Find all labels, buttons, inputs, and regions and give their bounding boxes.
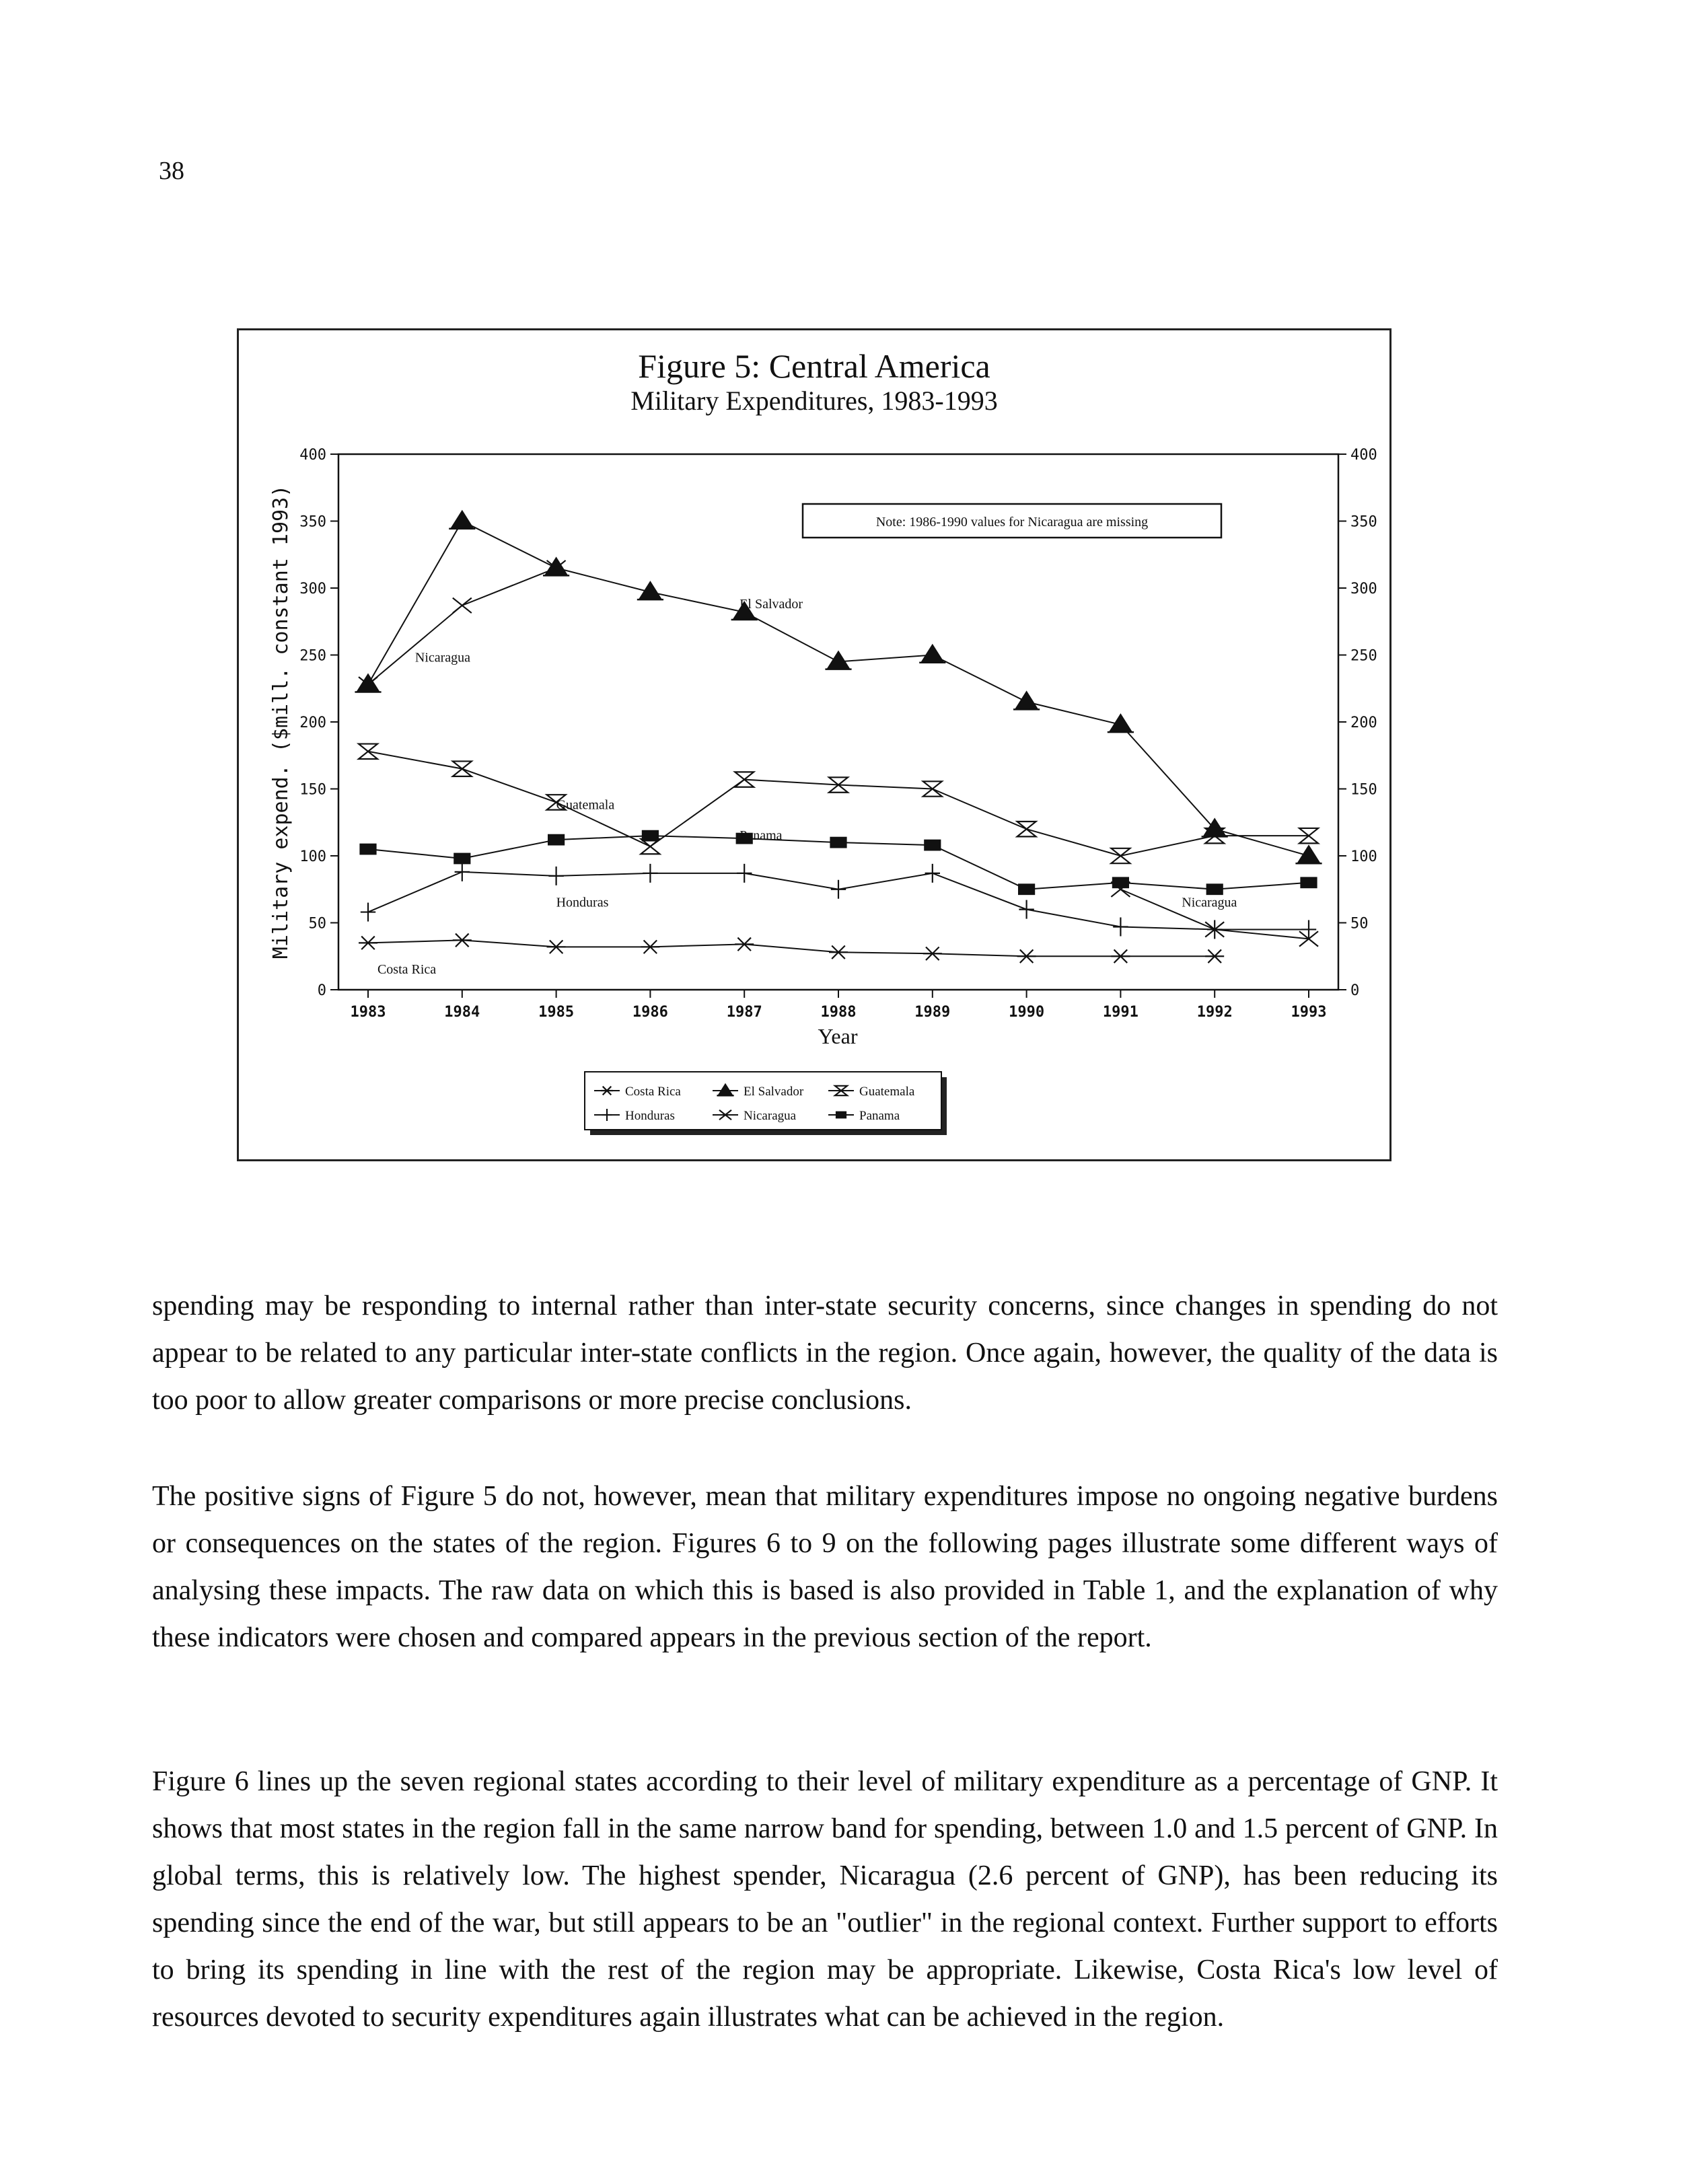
y-axis-label: Military expend. ($mill. constant 1993) [269, 484, 293, 959]
data-point-costa-rica [923, 947, 942, 960]
data-point-el-salvador [449, 511, 475, 529]
data-point-guatemala [453, 761, 472, 776]
y-tick-label-left: 250 [299, 647, 326, 665]
legend-label-honduras: Honduras [625, 1109, 675, 1123]
y-tick-label-left: 200 [299, 715, 326, 731]
y-tick-label-left: 300 [299, 581, 326, 597]
data-point-panama [454, 853, 470, 865]
data-point-costa-rica [359, 937, 377, 950]
x-tick-label: 1985 [538, 1004, 575, 1021]
figure-5-frame [237, 328, 1391, 1161]
y-tick-label-right: 350 [1350, 513, 1377, 531]
data-point-honduras [643, 864, 657, 883]
data-point-panama [1300, 877, 1317, 888]
x-tick-label: 1984 [444, 1004, 480, 1021]
y-tick-label-left: 350 [299, 513, 326, 531]
x-axis-label: Year [818, 1024, 858, 1048]
chart-note: Note: 1986-1990 values for Nicaragua are missing [875, 515, 1149, 530]
data-point-costa-rica [829, 945, 848, 959]
y-tick-label-right: 200 [1350, 715, 1377, 731]
x-tick-label: 1983 [350, 1004, 386, 1021]
x-tick-label: 1989 [914, 1004, 951, 1021]
x-tick-label: 1987 [726, 1004, 762, 1021]
y-tick-label-right: 100 [1350, 848, 1377, 865]
data-point-costa-rica [453, 934, 472, 947]
data-point-costa-rica [1205, 949, 1224, 963]
data-point-el-salvador [825, 651, 851, 669]
x-tick-label: 1991 [1102, 1004, 1138, 1021]
series-line-el-salvador [368, 521, 1309, 857]
y-tick-label-right: 0 [1350, 982, 1360, 999]
data-point-guatemala [1017, 822, 1036, 836]
legend-label-panama: Panama [859, 1109, 900, 1123]
data-point-el-salvador [1013, 692, 1040, 710]
data-point-costa-rica [1017, 949, 1036, 963]
series-label-honduras: Honduras [556, 895, 609, 910]
data-point-panama [1112, 877, 1129, 888]
y-tick-label-right: 150 [1350, 781, 1377, 799]
y-tick-label-right: 400 [1350, 447, 1377, 464]
y-tick-label-left: 50 [308, 915, 326, 933]
chart-subtitle: Military Expenditures, 1983-1993 [630, 386, 998, 416]
data-point-honduras [548, 867, 563, 885]
legend-label-nicaragua: Nicaragua [744, 1109, 797, 1123]
data-point-el-salvador [919, 645, 945, 663]
data-point-panama [924, 840, 941, 851]
data-point-el-salvador [1295, 846, 1322, 864]
series-label-costa-rica: Costa Rica [377, 962, 437, 978]
legend-marker-panama [836, 1112, 846, 1119]
data-point-guatemala [1111, 848, 1130, 863]
data-point-panama [830, 837, 846, 848]
series-label-panama: Panama [739, 828, 783, 844]
data-point-panama [548, 834, 565, 846]
data-point-costa-rica [1111, 949, 1130, 963]
data-point-costa-rica [547, 941, 566, 954]
y-tick-label-right: 250 [1350, 647, 1377, 665]
y-tick-label-right: 300 [1350, 581, 1377, 597]
y-tick-label-left: 150 [299, 781, 326, 799]
data-point-panama [642, 830, 659, 842]
series-label-guatemala: Guatemala [556, 797, 615, 813]
data-point-el-salvador [637, 582, 663, 600]
paragraph-1: spending may be responding to internal rather than inter-state security concerns, since changes in spending do not appear to be related to any particular inter-state conflicts in the region. Once again, however, the quality of the data is too poor to allow greater comparisons or more precise conclusions. [152, 1290, 1498, 1416]
data-point-nicaragua [453, 598, 472, 613]
data-point-panama [1206, 883, 1223, 895]
series-line-costa-rica [368, 940, 1215, 956]
military-expenditure-line-chart [239, 330, 1389, 1159]
page-number: 38 [159, 157, 184, 185]
series-line-nicaragua [368, 568, 556, 684]
data-point-honduras [1113, 917, 1128, 936]
y-tick-label-left: 0 [317, 982, 326, 999]
data-point-panama [359, 844, 376, 855]
data-point-honduras [455, 863, 470, 881]
legend-label-guatemala: Guatemala [859, 1085, 915, 1099]
data-point-guatemala [359, 744, 377, 759]
series-label-nicaragua-secondary: Nicaragua [1182, 895, 1237, 910]
x-tick-label: 1988 [820, 1004, 857, 1021]
y-tick-label-left: 100 [299, 848, 326, 865]
data-point-costa-rica [735, 938, 754, 951]
paragraph-3: Figure 6 lines up the seven regional states according to their level of military expenditure as a percentage of GNP. It shows that most states in the region fall in the same narrow band for spending, between 1.0 and 1.5 percent of GNP. In global terms, this is relatively low. The highest spender, Nicaragua (2.6 percent of GNP), has been reducing its spending since the end of the war, but still appears to be an "outlier" in the regional context. Further support to efforts to bring its spending in line with the rest of the region may be appropriate. Likewise, Costa Rica's low level of resources devoted to security expenditures again illustrates what can be achieved in the region. [152, 1766, 1498, 2033]
data-point-honduras [925, 864, 940, 883]
legend-label-el-salvador: El Salvador [744, 1085, 804, 1099]
series-label-el-salvador: El Salvador [739, 596, 803, 612]
data-point-honduras [1019, 900, 1034, 919]
chart-title: Figure 5: Central America [638, 347, 990, 385]
y-tick-label-right: 50 [1350, 915, 1369, 933]
data-point-costa-rica [641, 941, 659, 954]
data-point-honduras [1301, 920, 1316, 939]
data-point-panama [1018, 883, 1035, 895]
x-tick-label: 1993 [1291, 1004, 1327, 1021]
series-label-nicaragua: Nicaragua [414, 650, 471, 665]
data-point-el-salvador [1108, 715, 1134, 733]
data-point-honduras [737, 864, 752, 883]
x-tick-label: 1986 [632, 1004, 668, 1021]
y-tick-label-left: 400 [299, 447, 326, 464]
x-tick-label: 1990 [1009, 1004, 1045, 1021]
x-tick-label: 1992 [1196, 1004, 1233, 1021]
data-point-honduras [361, 903, 375, 922]
data-point-honduras [831, 880, 846, 899]
paragraph-2: The positive signs of Figure 5 do not, however, mean that military expenditures impose no ongoing negative burdens or consequences on the states of the region. Figures 6 to 9 on the following pages illustrate some different ways of analysing these impacts. The raw data on which this is based is also provided in Table 1, and the explanation of why these indicators were chosen and compared appears in the previous section of the report. [152, 1481, 1498, 1653]
legend-label-costa-rica: Costa Rica [625, 1085, 681, 1099]
